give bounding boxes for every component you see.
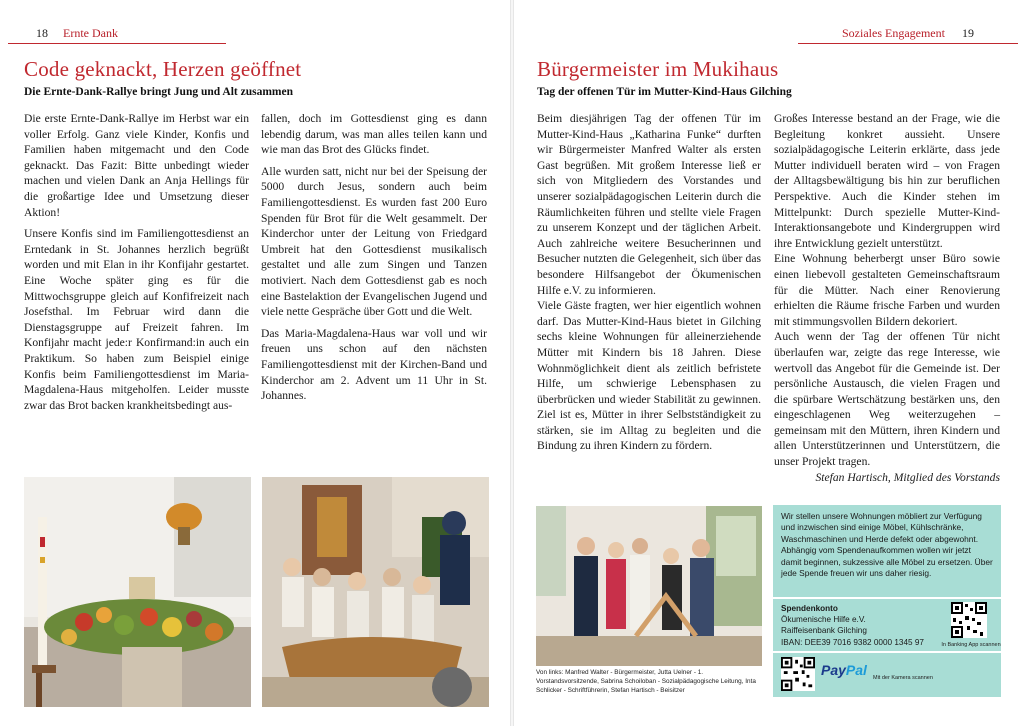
group-photo — [536, 506, 762, 666]
bank-heading: Spendenkonto — [781, 604, 838, 613]
left-header — [36, 26, 118, 41]
paragraph: Viele Gäste fragten, wer hier eigentlich wohnen darf. Das Mutter-Kind-Haus bietet in Gilching sechs kleine Wohnungen für alleinerziehende Mütter mit Kindern bis 18 Jahren. Diese Wohnmöglichkeit dient als zeitlich befristete Hilfe, um schwierige Lebensphasen zu überbrücken und wieder Stabilität zu gewinnen. Ziel ist es, Mütter in ihrer Selbstständigkeit zu stärken, sie im Alltag zu begleiten und die Bindung zu ihren Kindern zu fördern. — [537, 299, 761, 453]
paragraph: Alle wurden satt, nicht nur bei der Speisung der 5000 durch Jesus, sondern auch beim Familiengottesdienst. Es wurden fast 200 Euro Spenden für Brot für die Welt gesammelt. Der Kinderchor unter der Leitung von Friedgard Umbreit hat den Gottesdienst musikalisch gestaltet und alle zum Singen und Tanzen motiviert. Nach dem Gottesdienst gab es noch eine Bastelaktion der Evangelischen Jugend und viele nette Gespräche über Gott und die Welt. — [261, 164, 487, 319]
paragraph: Die erste Ernte-Dank-Rallye im Herbst war ein voller Erfolg. Ganz viele Kinder, Konfis und Familien haben mitgemacht und den Code geknackt. Das Fazit: Bitte unbedingt wieder machen und vielen Dank an Anja Hellings für die großartige Idee und Umsetzung dieser Aktion! — [24, 112, 249, 219]
paypal-logo-part2: Pal — [845, 662, 867, 678]
paragraph: Großes Interesse bestand an der Frage, wie die Begleitung konkret aussieht. Unsere sozialpädagogische Leiterin erklärte, dass jede Mutter individuell beraten wird – von Fragen der Alltagsbewältigung bis hin zur beruflichen Perspektive. Auch die Kinder stehen im Mittelpunkt: Durch spezielle Mutter-Kind-Interaktionsangebote und Kindergruppen wird ihre Entwicklung gezielt unterstützt. — [774, 112, 1000, 250]
text-column-2 — [261, 111, 487, 410]
bank-name: Raiffeisenbank Gilching — [781, 626, 867, 636]
right-header — [842, 26, 974, 41]
text-column-1 — [537, 111, 761, 454]
article-subtitle: Die Ernte-Dank-Rallye bringt Jung und Alt zusammen — [24, 86, 293, 98]
paypal-box — [773, 653, 1001, 697]
paragraph: Eine Wohnung beherbergt unser Büro sowie einen liebevoll gestalteten Gemeinschaftsraum für die Mütter. Nach einer Renovierung erhielten die Räume frische Farben und wurden mit stimmungsvollen Bildern dekoriert. — [774, 252, 1000, 328]
bank-qr-code[interactable] — [951, 602, 987, 638]
group-photo-image — [536, 506, 762, 666]
donation-text: Wir stellen unsere Wohnungen möbliert zur Verfügung und inzwischen sind einige Möbel, Kühlschränke, Waschmaschinen und Herde defekt oder abgewohnt. Abhängig vom Spendenaufkommen wollen wir jetzt damit beginnen, sukzessive alle Möbel zu ersetzen. Über jede Spende freuen wir uns daher riesig. — [781, 511, 993, 579]
donation-info-box — [773, 505, 1001, 597]
text-column-1 — [24, 111, 249, 419]
qr-code-icon — [781, 657, 815, 691]
bank-account-name: Ökumenische Hilfe e.V. — [781, 615, 866, 625]
bank-details — [781, 603, 941, 648]
signature: Stefan Hartisch, Mitglied des Vorstands — [815, 470, 1000, 484]
article-subtitle: Tag der offenen Tür im Mutter-Kind-Haus Gilching — [537, 86, 792, 98]
section-label: Soziales Engagement — [842, 26, 945, 40]
paragraph: Beim diesjährigen Tag der offenen Tür im Mutter-Kind-Haus „Katharina Funke“ durften wir Bürgermeister Manfred Walter als ersten Gast begrüßen. Mit großem Interesse ließ er sich von Mitgliedern des Vorstandes und unserer sozialpädagogischen Leiterin durch die Räumlichkeiten führen und stellte viele Fragen zu unserem Konzept und der täglichen Arbeit. Auch zahlreiche weitere Besucherinnen und Besucher nutzten die Gelegenheit, sich über das besondere Hilfsangebot der Ökumenischen Hilfe e.V. zu informieren. — [537, 112, 761, 297]
text-column-2 — [774, 111, 1000, 485]
bank-qr-label: In Banking App scannen — [941, 642, 1001, 648]
paypal-qr-label: Mit der Kamera scannen — [873, 675, 933, 681]
qr-code-icon — [951, 602, 987, 638]
section-label: Ernte Dank — [63, 26, 118, 40]
childrens-choir-photo — [262, 477, 489, 707]
harvest-altar-image — [24, 477, 251, 707]
article-title: Code geknackt, Herzen geöffnet — [24, 57, 302, 81]
harvest-altar-photo — [24, 477, 251, 707]
bank-account-box — [773, 599, 1001, 651]
page-number: 19 — [961, 26, 974, 40]
header-rule — [798, 43, 1018, 44]
paragraph: Auch wenn der Tag der offenen Tür nicht überlaufen war, zeigte das rege Interesse, wie wertvoll das Angebot für die Gemeinde ist. Der persönliche Austausch, die vielen Fragen und die spürbare Wertschätzung bestärken uns, den eingeschlagenen Weg weiterzugehen – gemeinsam mit den Müttern, ihren Kindern und allen Unterstützerinnen und Unterstützern, die unser Projekt tragen. — [774, 330, 1000, 469]
iban: IBAN: DEE39 7016 9382 0000 1345 97 — [781, 637, 924, 647]
header-rule — [8, 43, 226, 44]
photo-caption: Von links: Manfred Walter - Bürgermeister, Jutta Uelner - 1. Vorstandsvorsitzende, Sabrina Schoiloban - Sozialpädagogische Leitung, Inta Schlicker - Schriftführerin, Stefan Hartisch - Beisitzer — [536, 669, 756, 694]
paragraph: fallen, doch im Gottesdienst ging es dann lebendig darum, was man alles teilen kann und wie man das Brot des Glücks findet. — [261, 112, 487, 157]
right-page — [512, 0, 1024, 726]
paragraph: Unsere Konfis sind im Familiengottesdienst an Erntedank in St. Johannes herzlich begrüßt worden und mit Elan in ihr Konfijahr gestartet. Eine Woche später ging es für die Mittwochsgruppe gleich auf Konfifreizeit nach Josefsthal. Im Februar wird dann die Dienstagsgruppe auf Freizeit fahren. Im Konfijahr macht jede:r Konfirmand:in auch ein Praktikum. So haben zum Beispiel einige Konfis beim Familiengottesdienst im Maria-Magdalena-Haus mitgeholfen. Leider musste zwar das Brot backen krankheitsbedingt aus- — [24, 227, 249, 412]
paypal-qr-code[interactable] — [781, 657, 815, 691]
page-number: 18 — [36, 26, 48, 40]
paypal-logo-part1: Pay — [821, 662, 846, 678]
childrens-choir-image — [262, 477, 489, 707]
article-title: Bürgermeister im Mukihaus — [537, 57, 779, 81]
paypal-logo — [821, 662, 867, 678]
paragraph: Das Maria-Magdalena-Haus war voll und wir freuen uns schon auf den nächsten Familiengottesdienst mit der Kirchen-Band und Kinderchor am 2. Advent um 11 Uhr in St. Johannes. — [261, 326, 487, 403]
